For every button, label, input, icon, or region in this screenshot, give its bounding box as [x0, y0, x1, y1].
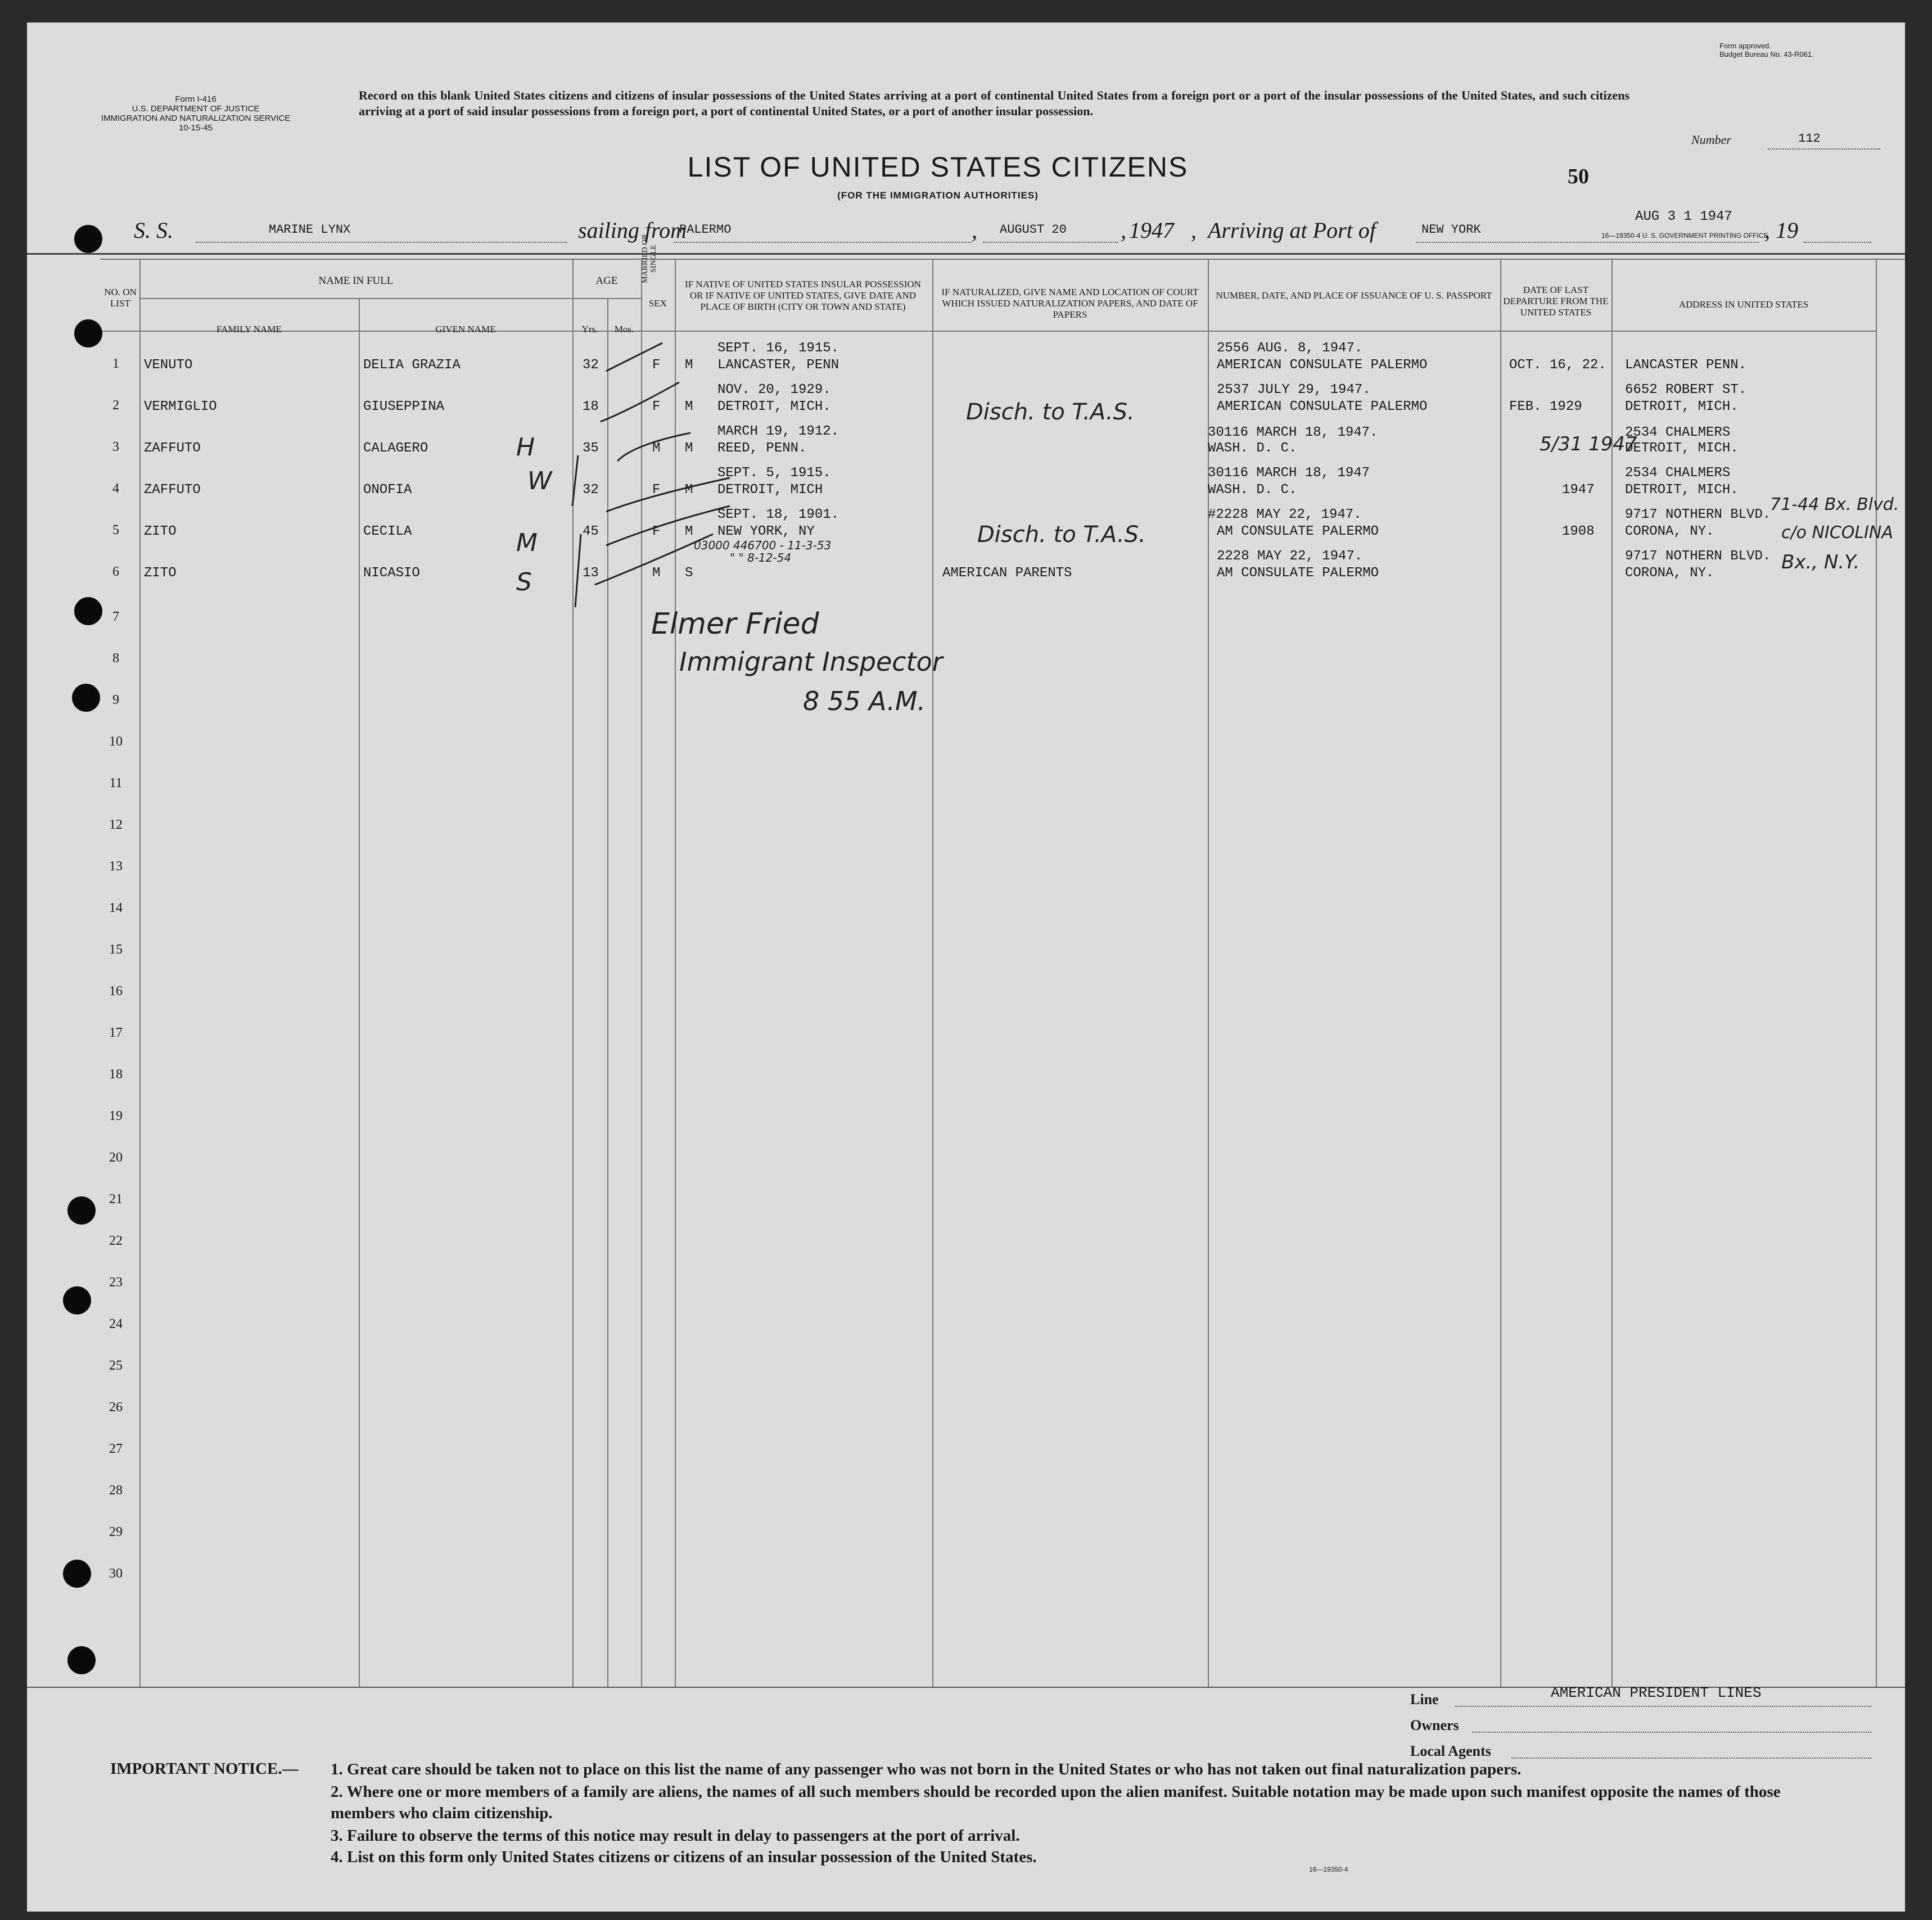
passport-number-date: 2537 JULY 29, 1947.: [1217, 382, 1371, 397]
punch-hole: [74, 597, 102, 625]
row-number: 22: [109, 1234, 123, 1248]
port-to-line: [1416, 242, 1759, 243]
header-given-name: GIVEN NAME: [435, 324, 496, 335]
date-line: [983, 242, 1118, 243]
age-years: 32: [583, 358, 599, 373]
birth-place: DETROIT, MICH.: [717, 399, 831, 414]
col-divider: [139, 259, 141, 1687]
address-line-2: DETROIT, MICH.: [1625, 482, 1739, 498]
notice-item-2: 2. Where one or more members of a family are aliens, the names of all such members should be recorded upon the alien manifest. Suitable notation may be made upon such manifest opposite the names of those members who claim citizenship.: [331, 1783, 1781, 1822]
service: IMMIGRATION AND NATURALIZATION SERVICE: [101, 114, 291, 123]
given-name: NICASIO: [363, 566, 420, 581]
last-departure: OCT. 16, 22.: [1509, 358, 1606, 373]
given-name: CALAGERO: [363, 441, 428, 456]
punch-hole: [67, 1646, 96, 1674]
line-label: Line: [1410, 1691, 1439, 1707]
address-note-2: c/o NICOLINA: [1781, 523, 1893, 543]
header-sex: SEX: [648, 298, 667, 309]
header-native: IF NATIVE OF UNITED STATES INSULAR POSSESSION OR IF NATIVE OF UNITED STATES, GIVE DATE AND PLACE OF BIRTH (CITY OR TOWN AND STATE): [685, 279, 921, 312]
comma-1: ,: [972, 218, 977, 243]
notice-item-1: 1. Great care should be taken not to place on this list the name of any passenger who was not born in the United States or who has not taken out final naturalization papers.: [331, 1760, 1522, 1778]
naturalization-note: Disch. to T.A.S.: [977, 522, 1146, 548]
age-years: 18: [583, 399, 599, 414]
given-name: ONOFIA: [363, 482, 412, 498]
header-mos: Mos.: [614, 324, 634, 335]
age-years: 35: [583, 441, 599, 456]
print-code: 16—19350-4 U. S. GOVERNMENT PRINTING OFFICE: [1601, 232, 1768, 240]
marital-status: M: [685, 524, 693, 539]
birth-place: LANCASTER, PENN: [717, 358, 839, 373]
port-to: NEW YORK: [1421, 223, 1481, 237]
marital-status: M: [685, 399, 693, 414]
punch-hole: [74, 225, 102, 253]
address-line-1: 2534 CHALMERS: [1625, 466, 1731, 481]
marital-status: S: [685, 566, 693, 581]
empty-row-numbers: [93, 609, 138, 1608]
marital-status: M: [685, 441, 693, 456]
address-line-2: CORONA, NY.: [1625, 566, 1714, 581]
sex: M: [652, 566, 661, 581]
punch-hole: [72, 684, 100, 712]
certificate-note-2: " " 8-12-54: [730, 551, 792, 564]
comma-2: ,: [1121, 218, 1126, 243]
address-line-2: DETROIT, MICH.: [1625, 441, 1739, 456]
bracket-marks: [561, 444, 589, 613]
last-departure: 1908: [1562, 524, 1595, 539]
punch-hole: [67, 1196, 96, 1225]
year-line: [1804, 242, 1871, 243]
row-number: 18: [109, 1067, 123, 1082]
form-number: Form I-416: [175, 94, 216, 104]
line-value: AMERICAN PRESIDENT LINES: [1551, 1684, 1762, 1701]
row-number: 1: [112, 356, 119, 371]
marital-status: M: [685, 482, 693, 498]
address-line-2: CORONA, NY.: [1625, 524, 1714, 539]
header-family-name: FAMILY NAME: [216, 324, 282, 335]
row-number: 5: [112, 523, 119, 537]
manifest-sheet: [27, 22, 1905, 1912]
wife-mark: W: [527, 467, 552, 495]
birth-date: NOV. 20, 1929.: [717, 382, 831, 397]
ship-name: MARINE LYNX: [269, 223, 351, 237]
header-age: AGE: [595, 275, 618, 287]
voyage-year: 1947: [1129, 218, 1174, 243]
row-number: 15: [109, 942, 123, 957]
passport-number-date: 2228 MAY 22, 1947.: [1217, 549, 1363, 564]
page-number: 50: [1568, 165, 1589, 188]
handwritten-check-marks: [584, 337, 752, 630]
inspector-signature: Elmer Fried: [651, 607, 819, 641]
birth-date: SEPT. 18, 1901.: [717, 507, 839, 522]
address-line-1: 9717 NOTHERN BLVD.: [1625, 549, 1771, 564]
address-line-1: 2534 CHALMERS: [1625, 425, 1731, 440]
row-number: 14: [109, 901, 123, 915]
passport-place: AMERICAN CONSULATE PALERMO: [1217, 358, 1428, 373]
col-divider: [1611, 259, 1613, 1687]
row-number: 27: [109, 1442, 123, 1456]
family-name: ZAFFUTO: [144, 482, 201, 498]
line-field: [1455, 1706, 1871, 1707]
row-number: 6: [112, 564, 119, 579]
last-departure: 5/31 1947: [1540, 433, 1637, 455]
family-name: ZITO: [144, 524, 177, 539]
footer-print-code: 16—19350-4: [1309, 1865, 1348, 1873]
page-subtitle: (FOR THE IMMIGRATION AUTHORITIES): [837, 190, 1039, 201]
birth-place: DETROIT, MICH: [717, 482, 823, 498]
row-number: 12: [109, 817, 123, 832]
number-label: Number: [1691, 133, 1731, 147]
last-departure: FEB. 1929: [1509, 399, 1582, 414]
row-number: 19: [109, 1109, 123, 1123]
col-divider: [1876, 259, 1877, 1687]
given-name: CECILA: [363, 524, 412, 539]
address-note-3: Bx., N.Y.: [1781, 551, 1860, 573]
row-number: 21: [109, 1192, 123, 1207]
birth-place: NEW YORK, NY: [717, 524, 815, 539]
birth-date: SEPT. 5, 1915.: [717, 466, 831, 481]
number-line: [1768, 148, 1880, 150]
row-number: 13: [109, 859, 123, 874]
col-divider: [359, 298, 360, 1687]
row-number: 23: [109, 1275, 123, 1290]
family-name: ZITO: [144, 566, 177, 581]
header-last-departure: DATE OF LAST DEPARTURE FROM THE UNITED STATES: [1503, 284, 1609, 318]
header-address: ADDRESS IN UNITED STATES: [1678, 299, 1809, 310]
husband-mark: H: [516, 433, 535, 462]
family-name: VERMIGLIO: [144, 399, 217, 414]
header-yrs: Yrs.: [581, 324, 598, 335]
address-note-1: 71-44 Bx. Blvd.: [1770, 495, 1899, 514]
approval-line: Form approved.: [1719, 42, 1771, 50]
department: U.S. DEPARTMENT OF JUSTICE: [132, 104, 260, 114]
comma-3: ,: [1191, 218, 1197, 243]
row-number: 26: [109, 1400, 123, 1415]
address-line-1: 9717 NOTHERN BLVD.: [1625, 507, 1771, 522]
row-number: 10: [109, 734, 123, 749]
family-name: ZAFFUTO: [144, 441, 201, 456]
notice-title: IMPORTANT NOTICE.—: [110, 1760, 299, 1778]
notice-item-4: 4. List on this form only United States citizens or citizens of an insular possession of the United States.: [331, 1848, 1037, 1866]
passport-place: AM CONSULATE PALERMO: [1217, 566, 1379, 581]
header-subrule: [139, 298, 641, 299]
col-divider: [1500, 259, 1501, 1687]
address-line-2: DETROIT, MICH.: [1625, 399, 1739, 414]
record-instructions: Record on this blank United States citizens and citizens of insular possessions of the United States arriving at a port of continental United States from a foreign port or a port of the insular possessions of the United States, and such citizens arriving at a port of said insular possessions from a foreign port, a port of continental United States, or a port of another insular possession.: [359, 88, 1629, 118]
sailing-from-label: sailing from: [578, 218, 687, 243]
port-from-line: [674, 242, 972, 243]
owners-label: Owners: [1410, 1717, 1459, 1733]
row-number: 28: [109, 1483, 123, 1498]
passport-place: AMERICAN CONSULATE PALERMO: [1217, 399, 1428, 414]
punch-hole: [63, 1560, 91, 1588]
passport-number-date: #2228 MAY 22, 1947.: [1208, 507, 1362, 522]
punch-hole: [74, 319, 102, 347]
passport-number-date: 30116 MARCH 18, 1947.: [1208, 425, 1378, 440]
address-line-1: LANCASTER PENN.: [1625, 358, 1747, 373]
row-number: 29: [109, 1525, 123, 1539]
budget-bureau-line: Budget Bureau No. 43-R061.: [1719, 50, 1814, 58]
owners-field: [1472, 1732, 1871, 1733]
punch-hole: [63, 1286, 91, 1314]
row-number: 7: [112, 609, 119, 624]
form-date: 10-15-45: [178, 123, 213, 133]
sex: F: [652, 524, 661, 539]
passport-number-date: 30116 MARCH 18, 1947: [1208, 466, 1370, 481]
row-number: 24: [109, 1317, 123, 1331]
header-passport: NUMBER, DATE, AND PLACE OF ISSUANCE OF U. S. PASSPORT: [1216, 290, 1492, 301]
row-number: 20: [109, 1150, 123, 1165]
row-number: 4: [112, 481, 119, 496]
page-title: LIST OF UNITED STATES CITIZENS: [687, 151, 1189, 183]
header-no: NO. ON LIST: [104, 287, 137, 309]
col-divider: [932, 259, 933, 1687]
address-line-1: 6652 ROBERT ST.: [1625, 382, 1747, 397]
passport-number-date: 2556 AUG. 8, 1947.: [1217, 341, 1363, 356]
naturalization-note: AMERICAN PARENTS: [942, 566, 1072, 581]
ss-label: S. S.: [134, 218, 173, 243]
header-rule: [27, 253, 1905, 255]
comma-4: ,: [1764, 218, 1770, 243]
row-number: 8: [112, 651, 119, 666]
row-number: 25: [109, 1358, 123, 1373]
sex: M: [652, 441, 661, 456]
passport-place: WASH. D. C.: [1208, 441, 1297, 456]
ship-line: [196, 242, 567, 243]
row-number: 9: [112, 693, 119, 707]
sex: F: [652, 399, 661, 414]
inspector-title: Immigrant Inspector: [679, 647, 943, 677]
certificate-note-1: 03000 446700 - 11-3-53: [694, 539, 832, 552]
given-name: DELIA GRAZIA: [363, 358, 461, 373]
birth-place: REED, PENN.: [717, 441, 807, 456]
birth-date: SEPT. 16, 1915.: [717, 341, 839, 356]
row-number: 30: [109, 1566, 123, 1581]
sex: F: [652, 482, 661, 498]
age-years: 45: [583, 524, 599, 539]
family-name: VENUTO: [144, 358, 193, 373]
header-naturalized: IF NATURALIZED, GIVE NAME AND LOCATION OF COURT WHICH ISSUED NATURALIZATION PAPERS, AND DATE OF PAPERS: [941, 287, 1199, 320]
marital-status: M: [685, 358, 693, 373]
form-identifier: [78, 94, 314, 133]
age-years: 13: [583, 566, 599, 581]
birth-date: MARCH 19, 1912.: [717, 424, 839, 439]
header-married-single: MARRIED OR SINGLE: [641, 234, 658, 283]
notice-item-3: 3. Failure to observe the terms of this notice may result in delay to passengers at the port of arrival.: [331, 1827, 1020, 1845]
port-from: PALERMO: [679, 223, 732, 237]
local-agents-label: Local Agents: [1410, 1743, 1491, 1759]
given-name: GIUSEPPINA: [363, 399, 445, 414]
naturalization-note: Disch. to T.A.S.: [966, 399, 1135, 425]
sex: F: [652, 358, 661, 373]
passport-place: AM CONSULATE PALERMO: [1217, 524, 1379, 539]
son-mark: S: [516, 568, 532, 597]
arrival-stamp: AUG 3 1 1947: [1635, 209, 1732, 224]
last-departure: 1947: [1562, 482, 1595, 498]
row-number: 11: [109, 776, 123, 790]
passport-place: WASH. D. C.: [1208, 482, 1297, 498]
mother-mark: M: [516, 528, 538, 557]
age-years: 32: [583, 482, 599, 498]
row-number: 2: [112, 398, 119, 413]
nineteen: 19: [1776, 218, 1798, 243]
approval-note: [1719, 42, 1899, 58]
row-number: 17: [109, 1025, 123, 1040]
arriving-label: Arriving at Port of: [1208, 218, 1376, 243]
row-number: 16: [109, 984, 123, 999]
row-number: 3: [112, 440, 119, 454]
inspection-time: 8 55 A.M.: [803, 686, 926, 716]
voyage-date: AUGUST 20: [1000, 223, 1067, 237]
header-name-in-full: NAME IN FULL: [318, 275, 394, 287]
number-value: 112: [1798, 132, 1821, 146]
